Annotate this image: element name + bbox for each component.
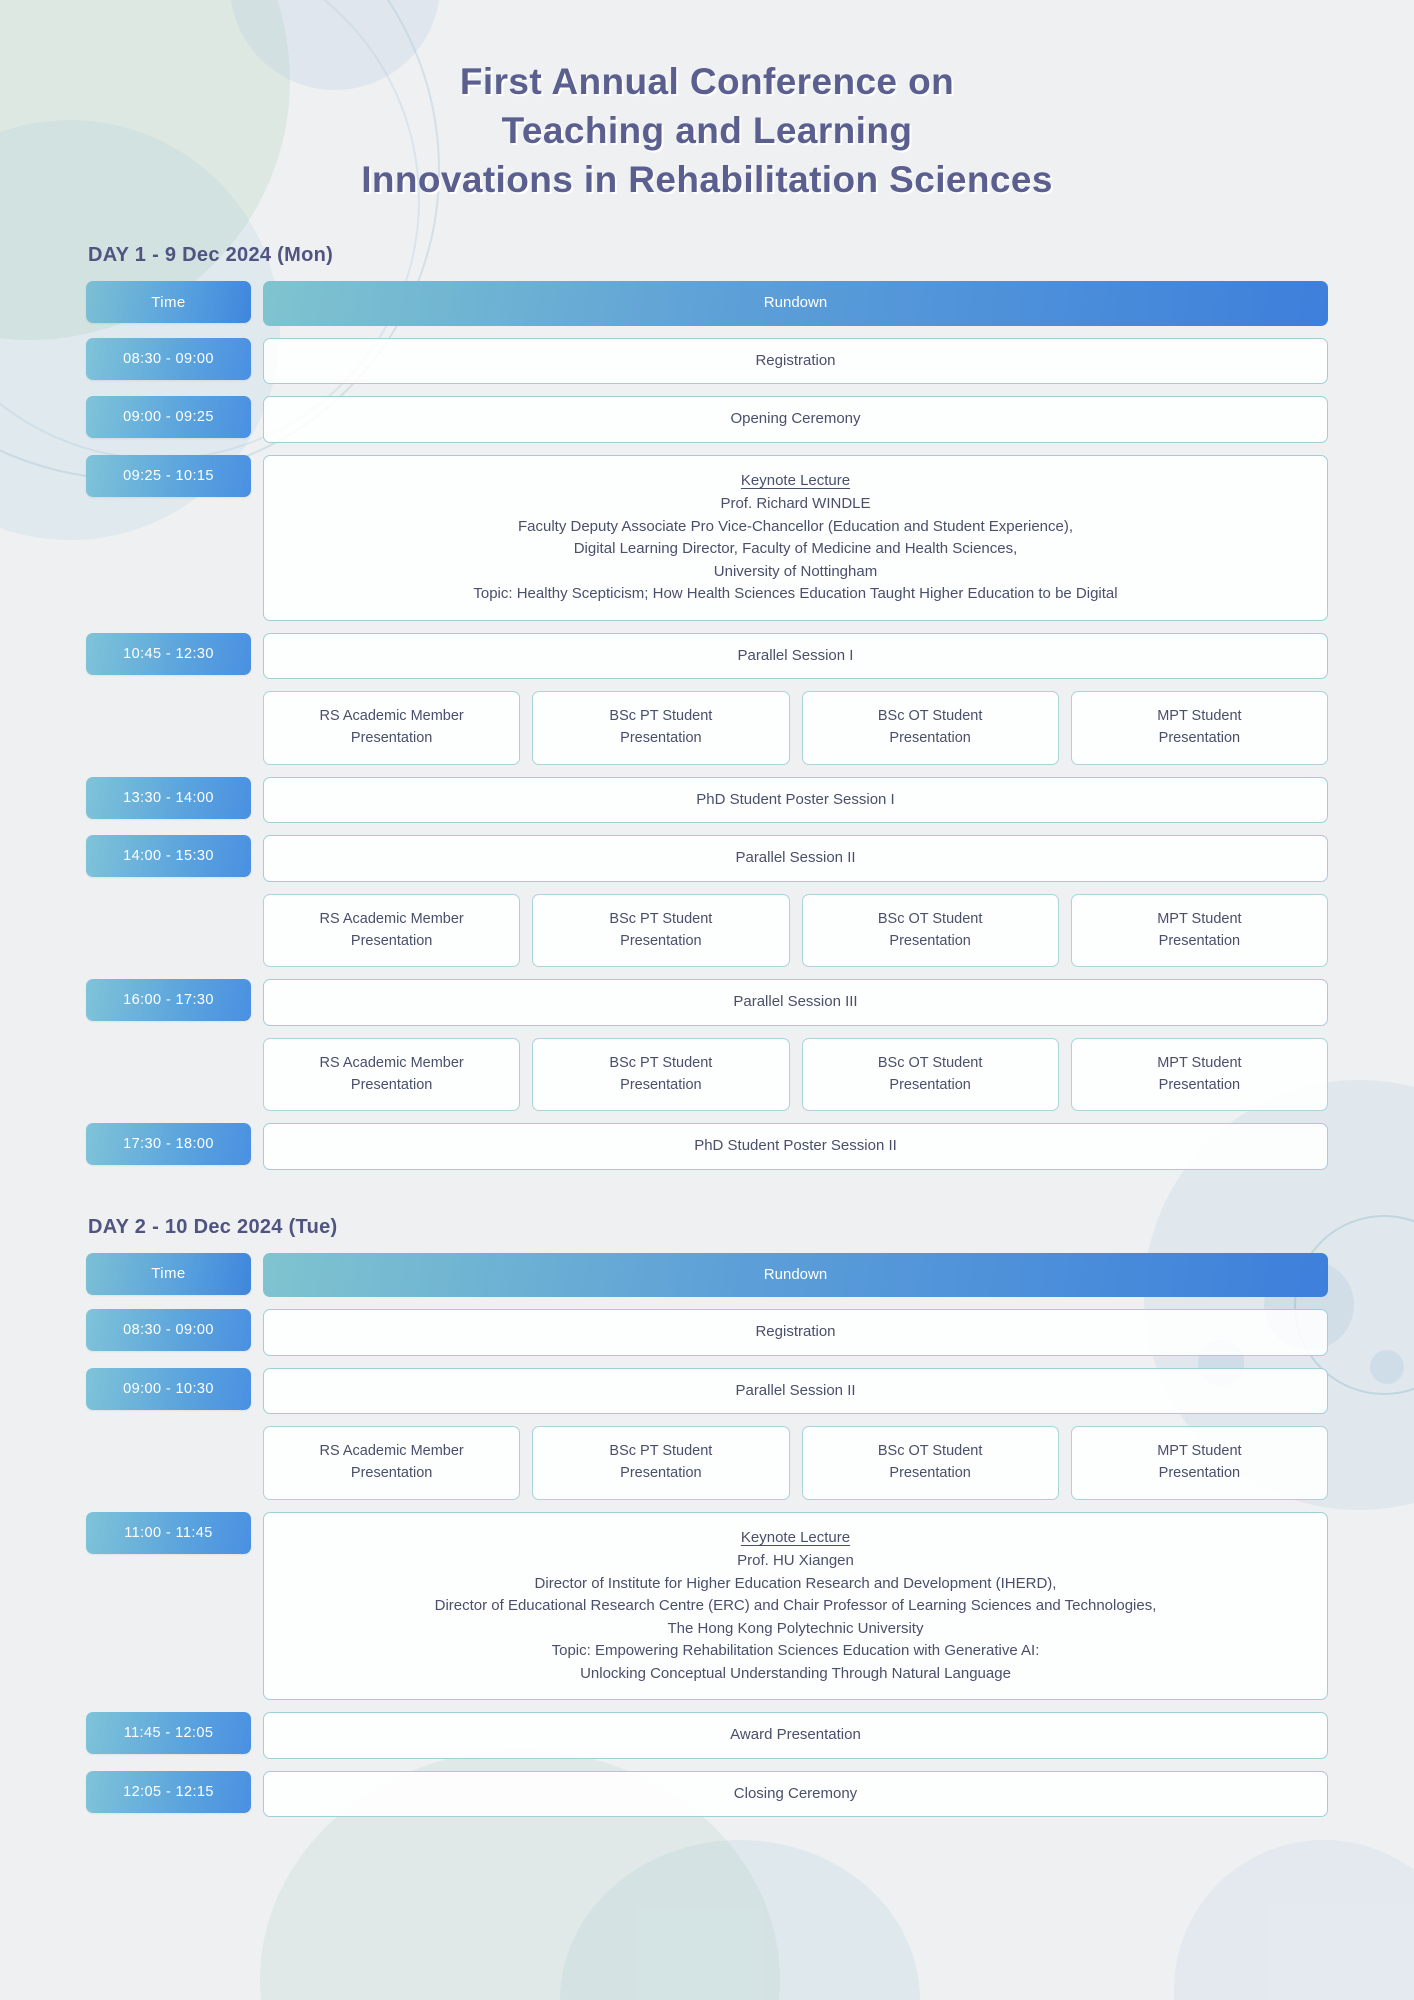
day-heading: DAY 2 - 10 Dec 2024 (Tue) <box>88 1215 338 1238</box>
keynote-affiliation-line: The Hong Kong Polytechnic University <box>667 1619 924 1637</box>
time-slot: 08:30 - 09:00 <box>86 1309 251 1351</box>
track-label: MPT Student <box>1157 910 1242 927</box>
keynote-affiliation-line: University of Nottingham <box>713 562 878 580</box>
track-cell <box>802 691 1059 765</box>
time-slot: 09:00 - 10:30 <box>86 1368 251 1410</box>
table-row-keynote <box>86 455 1328 621</box>
track-sublabel: Presentation <box>620 932 702 949</box>
track-label: BSc PT Student <box>609 910 713 927</box>
track-sublabel: Presentation <box>350 730 433 747</box>
day-block-1 <box>86 244 1328 1170</box>
track-label: MPT Student <box>1157 708 1242 725</box>
track-label: RS Academic Member <box>319 1443 464 1460</box>
session-title: Parallel Session III <box>263 979 1328 1026</box>
table-row <box>86 777 1328 824</box>
schedule-header-row <box>86 1253 1328 1298</box>
time-slot: 08:30 - 09:00 <box>86 338 251 380</box>
track-cell <box>532 1426 789 1500</box>
table-row <box>86 1123 1328 1170</box>
table-row <box>86 1771 1328 1818</box>
track-label: BSc PT Student <box>609 1443 713 1460</box>
track-label: RS Academic Member <box>319 1054 464 1071</box>
keynote-topic: Topic: Healthy Scepticism; How Health Sciences Education Taught Higher Education to be Digital <box>473 585 1118 603</box>
time-slot: 12:05 - 12:15 <box>86 1771 251 1813</box>
session-title: Parallel Session I <box>263 633 1328 680</box>
keynote-affiliation-line: Director of Educational Research Centre (ERC) and Chair Professor of Learning Sciences and Technologies, <box>434 1597 1157 1615</box>
track-sublabel: Presentation <box>1158 730 1241 747</box>
track-cell <box>802 1426 1059 1500</box>
parallel-session-tracks <box>263 1426 1328 1500</box>
title-line-2: Teaching and Learning <box>501 109 913 151</box>
track-sublabel: Presentation <box>1158 1465 1241 1482</box>
keynote-speaker: Prof. HU Xiangen <box>737 1552 854 1570</box>
time-slot: 09:00 - 09:25 <box>86 396 251 438</box>
track-cell <box>263 894 520 968</box>
time-slot: 11:00 - 11:45 <box>86 1512 251 1554</box>
track-label: BSc PT Student <box>609 708 713 725</box>
parallel-session-tracks <box>263 1038 1328 1112</box>
track-cell <box>802 894 1059 968</box>
track-sublabel: Presentation <box>889 932 971 949</box>
time-slot: 09:25 - 10:15 <box>86 455 251 497</box>
track-cell <box>263 691 520 765</box>
table-row <box>86 338 1328 385</box>
keynote-details <box>263 1512 1328 1701</box>
track-cell <box>532 894 789 968</box>
session-title: Parallel Session II <box>263 1368 1328 1415</box>
track-sublabel: Presentation <box>350 1076 433 1093</box>
track-sublabel: Presentation <box>889 1076 971 1093</box>
title-line-3: Innovations in Rehabilitation Sciences <box>361 158 1053 200</box>
keynote-topic-cont: Unlocking Conceptual Understanding Through Natural Language <box>580 1664 1011 1682</box>
track-sublabel: Presentation <box>889 730 971 747</box>
title-line-1: First Annual Conference on <box>459 61 955 102</box>
track-cell <box>1071 1426 1328 1500</box>
table-row <box>86 633 1328 680</box>
session-title: Closing Ceremony <box>263 1771 1328 1818</box>
session-title: Parallel Session II <box>263 835 1328 882</box>
track-cell <box>1071 691 1328 765</box>
session-title: Registration <box>263 1309 1328 1356</box>
column-header-rundown: Rundown <box>263 1253 1328 1298</box>
keynote-details <box>263 455 1328 621</box>
keynote-label: Keynote Lecture <box>740 1528 851 1546</box>
session-title: Registration <box>263 338 1328 385</box>
table-row <box>86 1712 1328 1759</box>
track-cell <box>532 691 789 765</box>
time-slot: 17:30 - 18:00 <box>86 1123 251 1165</box>
schedule-header-row <box>86 281 1328 326</box>
track-cell <box>1071 894 1328 968</box>
keynote-affiliation-line: Digital Learning Director, Faculty of Medicine and Health Sciences, <box>573 540 1018 558</box>
track-label: BSc OT Student <box>877 910 983 927</box>
track-sublabel: Presentation <box>620 1076 702 1093</box>
keynote-affiliation-line: Faculty Deputy Associate Pro Vice-Chancellor (Education and Student Experience), <box>517 517 1074 535</box>
column-header-time: Time <box>86 281 251 323</box>
time-slot: 13:30 - 14:00 <box>86 777 251 819</box>
time-slot: 16:00 - 17:30 <box>86 979 251 1021</box>
time-slot: 10:45 - 12:30 <box>86 633 251 675</box>
keynote-label: Keynote Lecture <box>740 471 851 489</box>
keynote-topic: Topic: Empowering Rehabilitation Sciences Education with Generative AI: <box>551 1642 1040 1660</box>
keynote-speaker: Prof. Richard WINDLE <box>720 495 871 513</box>
table-row <box>86 1368 1328 1415</box>
track-sublabel: Presentation <box>1158 932 1241 949</box>
track-label: MPT Student <box>1157 1054 1242 1071</box>
track-cell <box>263 1038 520 1112</box>
time-slot: 11:45 - 12:05 <box>86 1712 251 1754</box>
table-row <box>86 396 1328 443</box>
track-label: RS Academic Member <box>319 708 464 725</box>
track-sublabel: Presentation <box>620 1465 702 1482</box>
track-label: BSc OT Student <box>877 1054 983 1071</box>
day-heading: DAY 1 - 9 Dec 2024 (Mon) <box>88 244 334 267</box>
session-title: PhD Student Poster Session II <box>263 1123 1328 1170</box>
track-cell <box>802 1038 1059 1112</box>
parallel-session-tracks <box>263 894 1328 968</box>
track-label: BSc PT Student <box>609 1054 713 1071</box>
track-label: BSc OT Student <box>877 708 983 725</box>
table-row <box>86 1309 1328 1356</box>
track-cell <box>532 1038 789 1112</box>
track-sublabel: Presentation <box>350 932 433 949</box>
track-label: RS Academic Member <box>319 910 464 927</box>
track-sublabel: Presentation <box>620 730 702 747</box>
column-header-rundown: Rundown <box>263 281 1328 326</box>
time-slot: 14:00 - 15:30 <box>86 835 251 877</box>
track-cell <box>1071 1038 1328 1112</box>
day-block-2 <box>86 1216 1328 1818</box>
track-cell <box>263 1426 520 1500</box>
column-header-time: Time <box>86 1253 251 1295</box>
page-title <box>86 58 1328 204</box>
table-row <box>86 835 1328 882</box>
track-sublabel: Presentation <box>889 1465 971 1482</box>
parallel-session-tracks <box>263 691 1328 765</box>
session-title: Opening Ceremony <box>263 396 1328 443</box>
table-row <box>86 979 1328 1026</box>
session-title: PhD Student Poster Session I <box>263 777 1328 824</box>
track-sublabel: Presentation <box>350 1465 433 1482</box>
table-row-keynote <box>86 1512 1328 1701</box>
track-sublabel: Presentation <box>1158 1076 1241 1093</box>
session-title: Award Presentation <box>263 1712 1328 1759</box>
track-label: BSc OT Student <box>877 1443 983 1460</box>
track-label: MPT Student <box>1157 1443 1242 1460</box>
keynote-affiliation-line: Director of Institute for Higher Education Research and Development (IHERD), <box>534 1574 1057 1592</box>
